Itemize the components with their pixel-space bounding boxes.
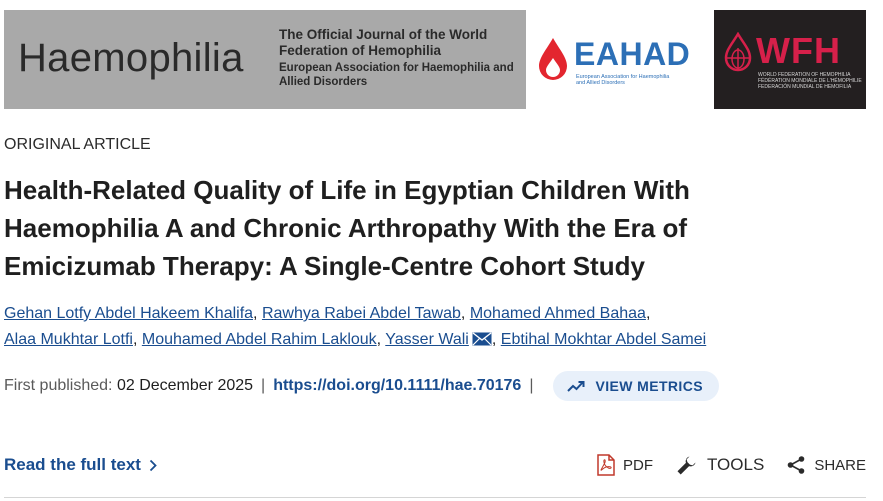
author-link-corresponding[interactable]: Yasser Wali <box>385 331 469 348</box>
chevron-right-icon <box>149 459 157 472</box>
author-link[interactable]: Alaa Mukhtar Lotfi <box>4 331 133 348</box>
read-full-text-label: Read the full text <box>4 455 141 474</box>
author-separator: , <box>491 331 497 348</box>
author-separator: , <box>645 305 651 322</box>
pipe-separator: | <box>261 377 266 394</box>
author-list <box>4 301 834 353</box>
eahad-tagline: European Association for Haemophilia and Allied Disorders <box>576 74 670 86</box>
author-link[interactable]: Mouhamed Abdel Rahim Laklouk <box>141 331 377 348</box>
view-metrics-button[interactable] <box>553 371 718 401</box>
wfh-wordmark: WFH <box>756 30 841 71</box>
share-icon <box>786 455 806 475</box>
eahad-logo <box>530 10 710 109</box>
wrench-icon <box>675 453 699 477</box>
author-link[interactable]: Mohamed Ahmed Bahaa <box>469 305 646 322</box>
author-separator: , <box>376 331 382 348</box>
share-label: SHARE <box>814 456 866 474</box>
tools-label: TOOLS <box>706 455 765 474</box>
doi-link[interactable]: https://doi.org/10.1111/hae.70176 <box>273 377 522 394</box>
author-link[interactable]: Rawhya Rabei Abdel Tawab <box>261 305 461 322</box>
author-separator: , <box>132 331 138 348</box>
envelope-icon[interactable] <box>472 332 492 346</box>
author-link[interactable]: Gehan Lotfy Abdel Hakeem Khalifa <box>4 305 254 322</box>
divider <box>4 497 866 498</box>
wfh-tagline: WORLD FEDERATION OF HEMOPHILIA FÉDÉRATION MONDIALE DE L'HÉMOPHILIE FEDERACIÓN MUNDIAL DE HEMOFILIA <box>758 72 862 90</box>
first-published-label: First published: <box>4 377 113 394</box>
pipe-separator: | <box>529 377 534 394</box>
author-separator: , <box>253 305 258 322</box>
journal-name: Haemophilia <box>18 36 244 80</box>
author-separator: , <box>460 305 466 322</box>
pdf-button[interactable] <box>597 454 653 476</box>
pdf-file-icon <box>597 454 615 476</box>
haemophilia-logo-block <box>4 10 526 109</box>
wfh-logo <box>714 10 866 109</box>
publication-info <box>4 372 719 400</box>
eahad-wordmark: EAHAD <box>574 36 691 72</box>
article-type: ORIGINAL ARTICLE <box>4 136 151 153</box>
read-full-text-link[interactable] <box>4 455 157 475</box>
share-button[interactable] <box>786 455 866 475</box>
journal-subtitle: The Official Journal of the World Federation of Hemophilia <box>279 27 488 58</box>
first-published-date: 02 December 2025 <box>116 377 254 394</box>
wfh-globe-icon <box>722 32 754 74</box>
journal-banner[interactable] <box>4 10 866 109</box>
article-title: Health-Related Quality of Life in Egyptian Children With Haemophilia A and Chronic Arthropathy With the Era of Emicizumab Therapy: A Single-Centre Cohort Study <box>4 175 690 281</box>
tools-button[interactable] <box>675 453 764 477</box>
author-link[interactable]: Ebtihal Mokhtar Abdel Samei <box>500 331 707 348</box>
trending-up-icon <box>567 380 585 392</box>
view-metrics-label: VIEW METRICS <box>595 378 703 394</box>
article-toolbar <box>597 453 866 477</box>
pdf-label: PDF <box>622 456 653 474</box>
journal-subtitle-secondary: European Association for Haemophilia and Allied Disorders <box>279 62 514 88</box>
eahad-drop-icon <box>536 36 570 82</box>
